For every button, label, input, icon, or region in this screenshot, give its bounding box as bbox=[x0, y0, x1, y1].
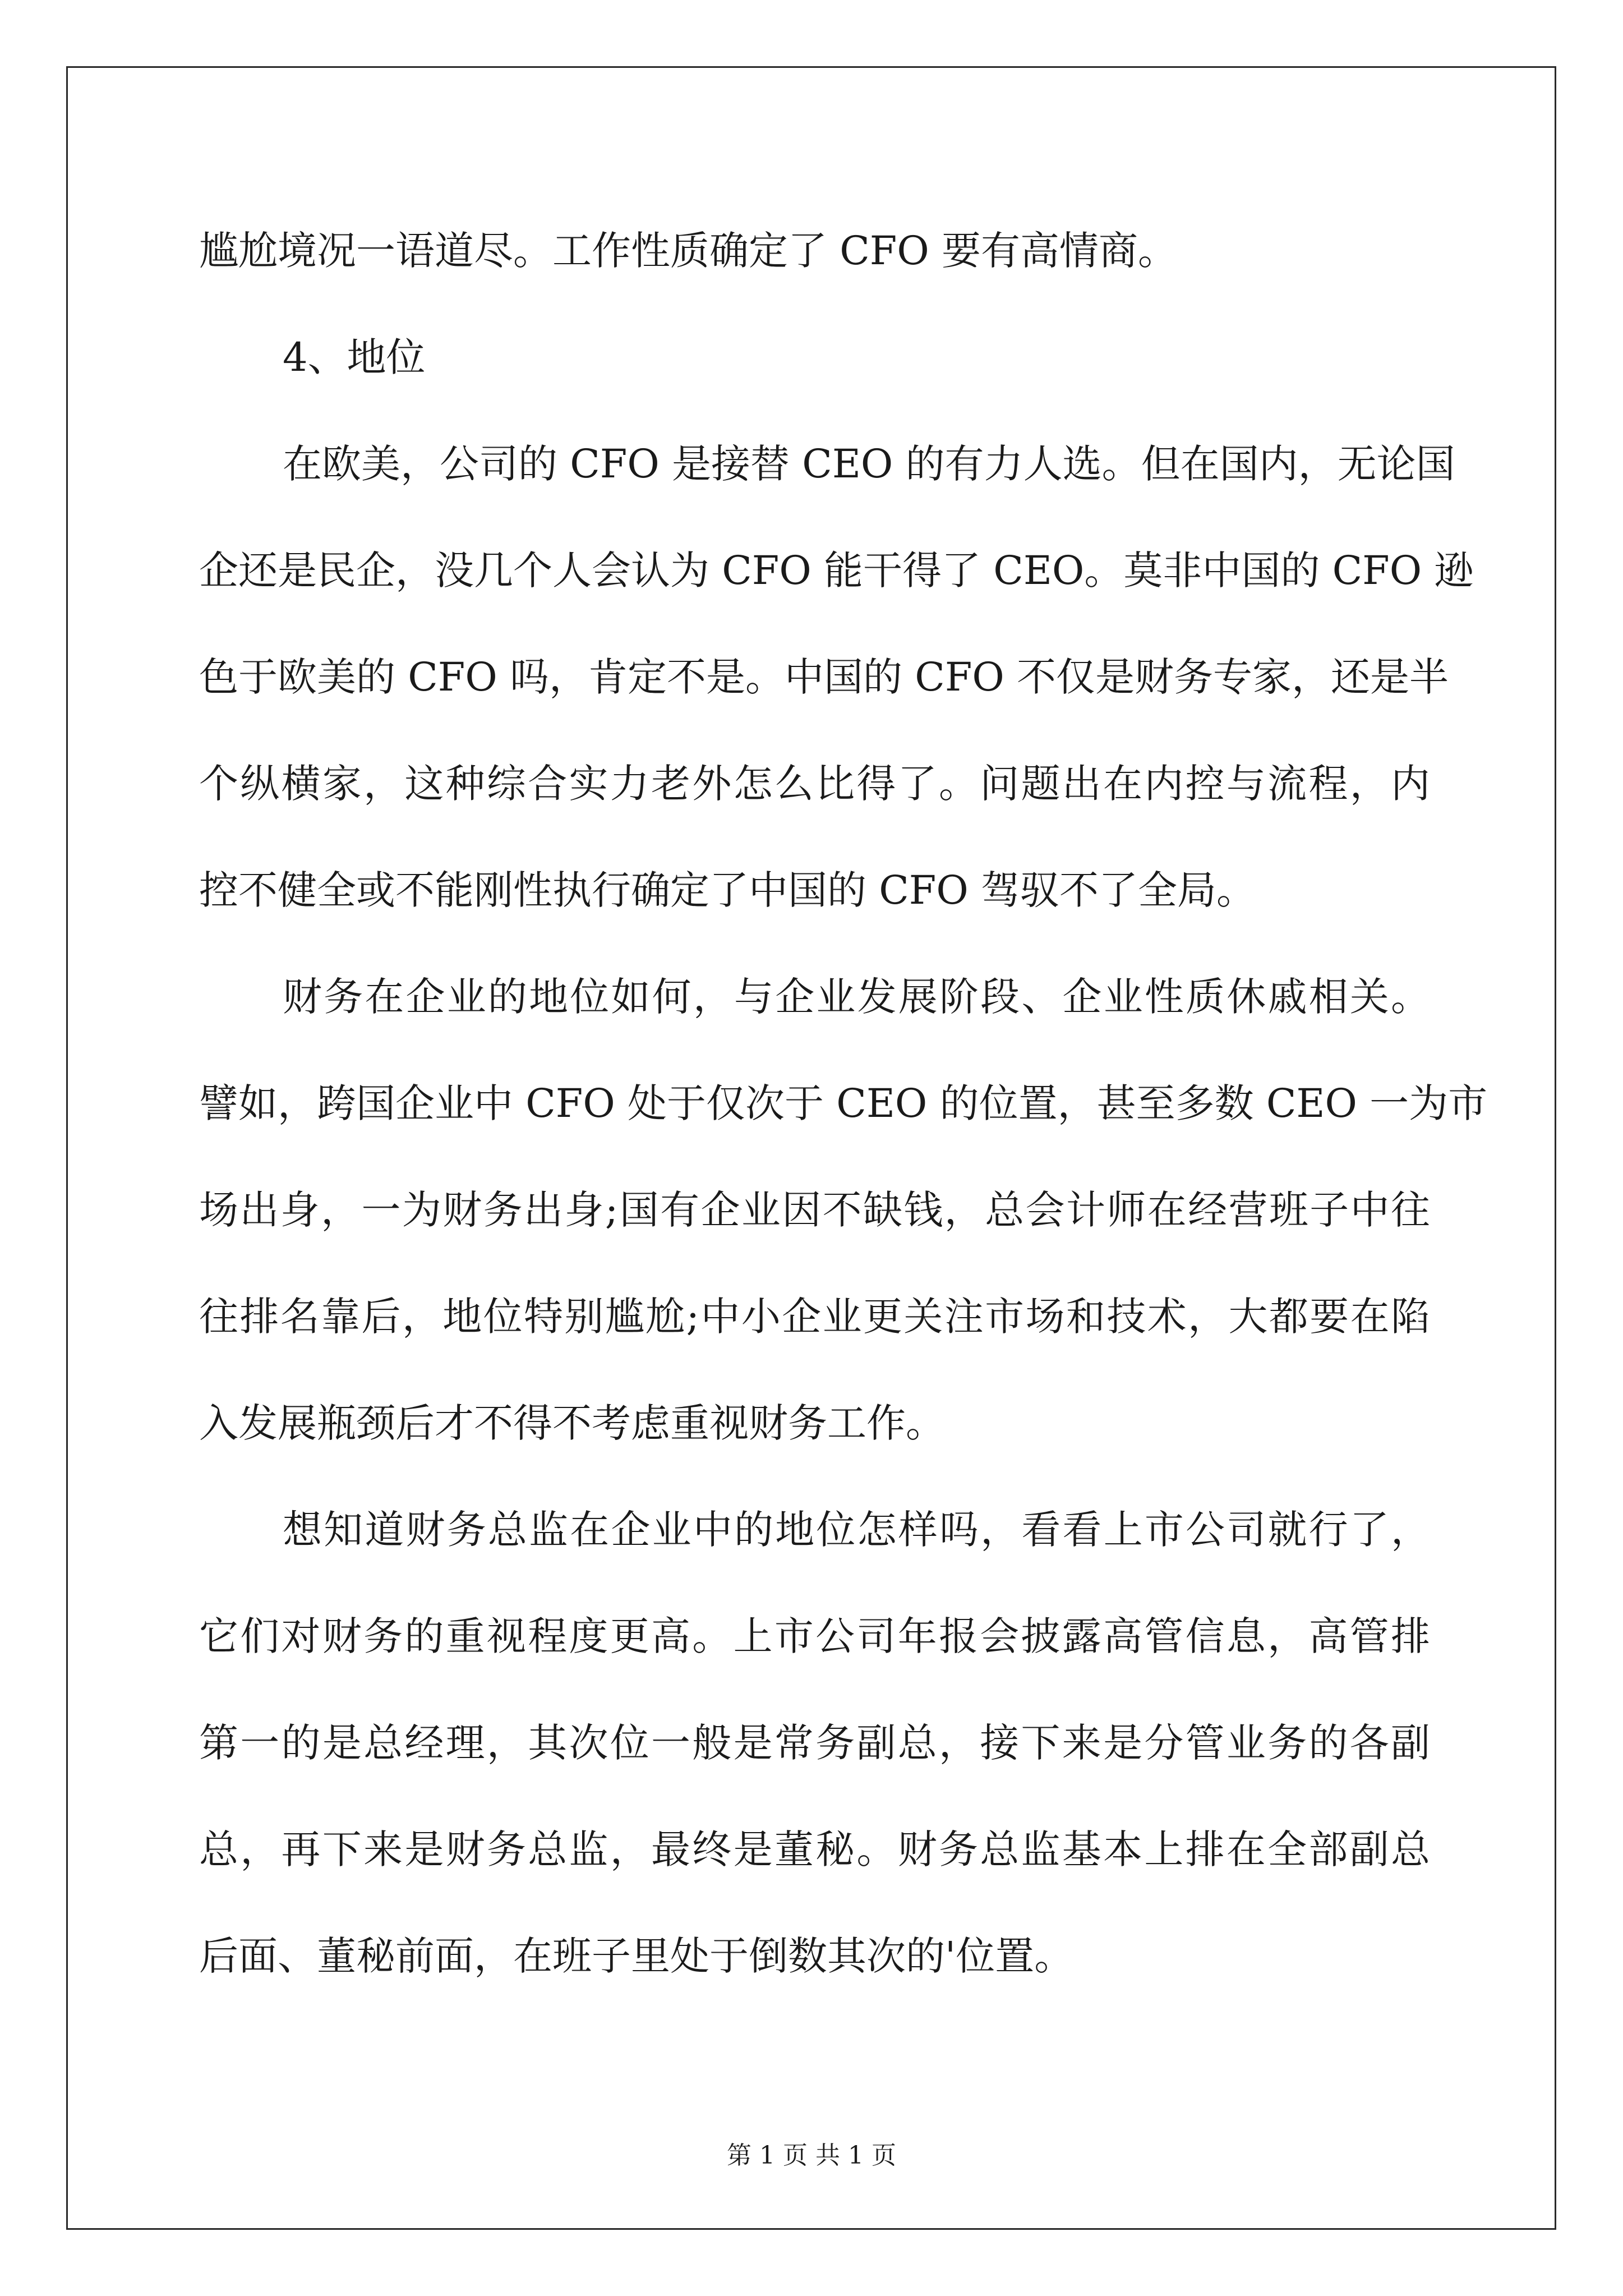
text-line: 入发展瓶颈后才不得不考虑重视财务工作。 bbox=[199, 1400, 945, 1446]
page-footer: 第 1 页 共 1 页 bbox=[727, 2141, 896, 2170]
section-heading-position bbox=[199, 315, 1430, 422]
text-line: 财务在企业的地位如何，与企业发展阶段、企业性质休戚相关。 bbox=[283, 974, 1430, 1020]
section-heading: 4、地位 bbox=[283, 334, 426, 380]
text-line: 譬如，跨国企业中 CFO 处于仅次于 CEO 的位置，甚至多数 CEO 一为市 bbox=[199, 1080, 1488, 1126]
text-line: 企还是民企，没几个人会认为 CFO 能干得了 CEO。莫非中国的 CFO 逊 bbox=[199, 547, 1474, 593]
text-line: 场出身，一为财务出身;国有企业因不缺钱，总会计师在经营班子中往 bbox=[199, 1187, 1430, 1233]
text-line: 总，再下来是财务总监，最终是董秘。财务总监基本上排在全部副总 bbox=[199, 1826, 1430, 1872]
paragraph-finance-status bbox=[199, 955, 1488, 1488]
text-line: 在欧美，公司的 CFO 是接替 CEO 的有力人选。但在国内，无论国 bbox=[283, 441, 1455, 487]
text-line: 想知道财务总监在企业中的地位怎样吗，看看上市公司就行了， bbox=[283, 1507, 1430, 1553]
text-line: 色于欧美的 CFO 吗，肯定不是。中国的 CFO 不仅是财务专家，还是半 bbox=[199, 654, 1449, 700]
paragraph-continuation bbox=[199, 209, 1430, 315]
text-line: 尴尬境况一语道尽。工作性质确定了 CFO 要有高情商。 bbox=[199, 228, 1178, 274]
paragraph-listed-companies bbox=[199, 1488, 1430, 2021]
text-line: 往排名靠后，地位特别尴尬;中小企业更关注市场和技术，大都要在陷 bbox=[199, 1294, 1430, 1340]
text-line: 后面、董秘前面，在班子里处于倒数其次的'位置。 bbox=[199, 1933, 1074, 1979]
text-line: 控不健全或不能刚性执行确定了中国的 CFO 驾驭不了全局。 bbox=[199, 867, 1256, 913]
text-line: 它们对财务的重视程度更高。上市公司年报会披露高管信息，高管排 bbox=[199, 1613, 1430, 1659]
paragraph-cfo-europe bbox=[199, 422, 1474, 955]
text-line: 个纵横家，这种综合实力老外怎么比得了。问题出在内控与流程，内 bbox=[199, 761, 1430, 807]
text-line: 第一的是总经理，其次位一般是常务副总，接下来是分管业务的各副 bbox=[199, 1720, 1430, 1766]
document-body bbox=[199, 209, 1488, 2021]
